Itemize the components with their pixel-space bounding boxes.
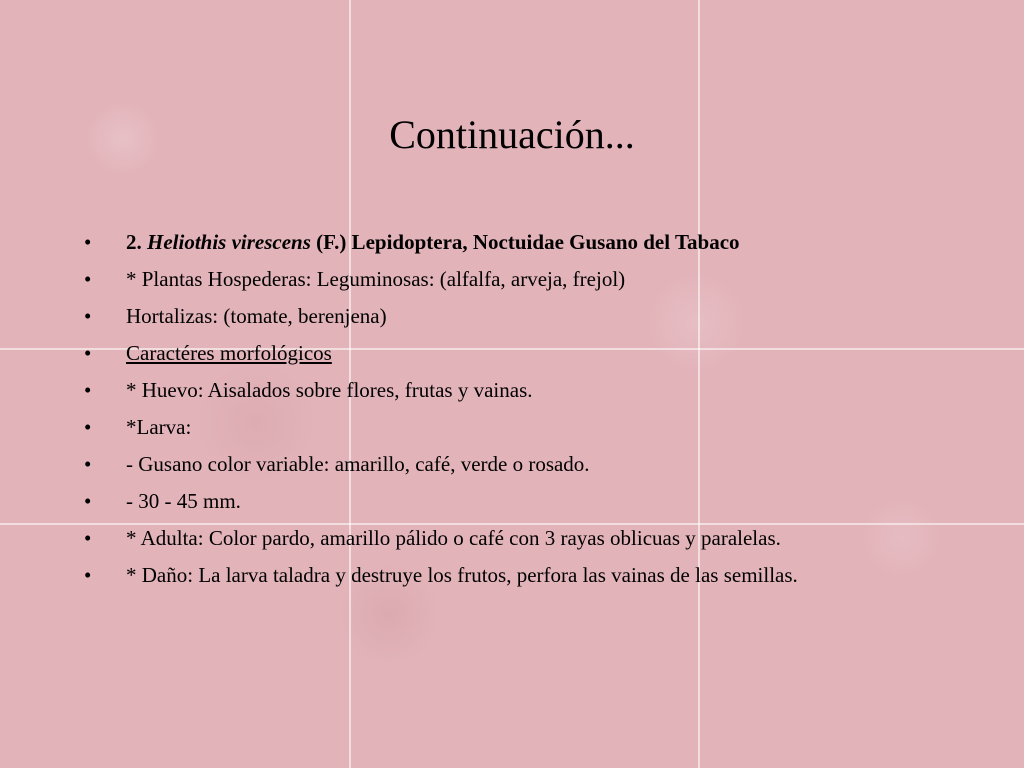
list-item-text: - 30 - 45 mm. xyxy=(126,489,241,513)
list-item xyxy=(84,266,944,293)
list-item xyxy=(84,414,944,441)
list-item-text: * Plantas Hospederas: Leguminosas: (alfalfa, arveja, frejol) xyxy=(126,267,626,291)
bullet-icon: • xyxy=(84,341,92,365)
list-item-text: - Gusano color variable: amarillo, café, verde o rosado. xyxy=(126,452,590,476)
list-item xyxy=(84,488,944,515)
list-item xyxy=(84,562,944,589)
list-item-text: Hortalizas: (tomate, berenjena) xyxy=(126,304,387,328)
bullet-icon: • xyxy=(84,304,92,328)
item-number: 2. xyxy=(126,230,147,254)
bullet-icon: • xyxy=(84,415,92,439)
list-item xyxy=(84,377,944,404)
bullet-icon: • xyxy=(84,267,92,291)
list-item xyxy=(84,451,944,478)
section-heading: Caractéres morfológicos xyxy=(126,341,332,365)
list-item xyxy=(84,229,944,256)
slide-title: Continuación... xyxy=(389,112,635,157)
list-item xyxy=(84,303,944,330)
bullet-icon: • xyxy=(84,489,92,513)
list-item-text: * Daño: La larva taladra y destruye los frutos, perfora las vainas de las semillas. xyxy=(126,563,798,587)
bullet-icon: • xyxy=(84,563,92,587)
bullet-list xyxy=(84,229,944,599)
bullet-icon: • xyxy=(84,526,92,550)
bullet-icon: • xyxy=(84,378,92,402)
bullet-icon: • xyxy=(84,452,92,476)
list-item xyxy=(84,525,944,552)
list-item-text: * Adulta: Color pardo, amarillo pálido o café con 3 rayas oblicuas y paralelas. xyxy=(126,526,781,550)
list-item-text: *Larva: xyxy=(126,415,192,439)
species-name: Heliothis virescens xyxy=(147,230,311,254)
list-item xyxy=(84,340,944,367)
species-description: (F.) Lepidoptera, Noctuidae Gusano del Tabaco xyxy=(310,230,740,254)
bullet-icon: • xyxy=(84,230,92,254)
list-item-text: * Huevo: Aisalados sobre flores, frutas y vainas. xyxy=(126,378,533,402)
